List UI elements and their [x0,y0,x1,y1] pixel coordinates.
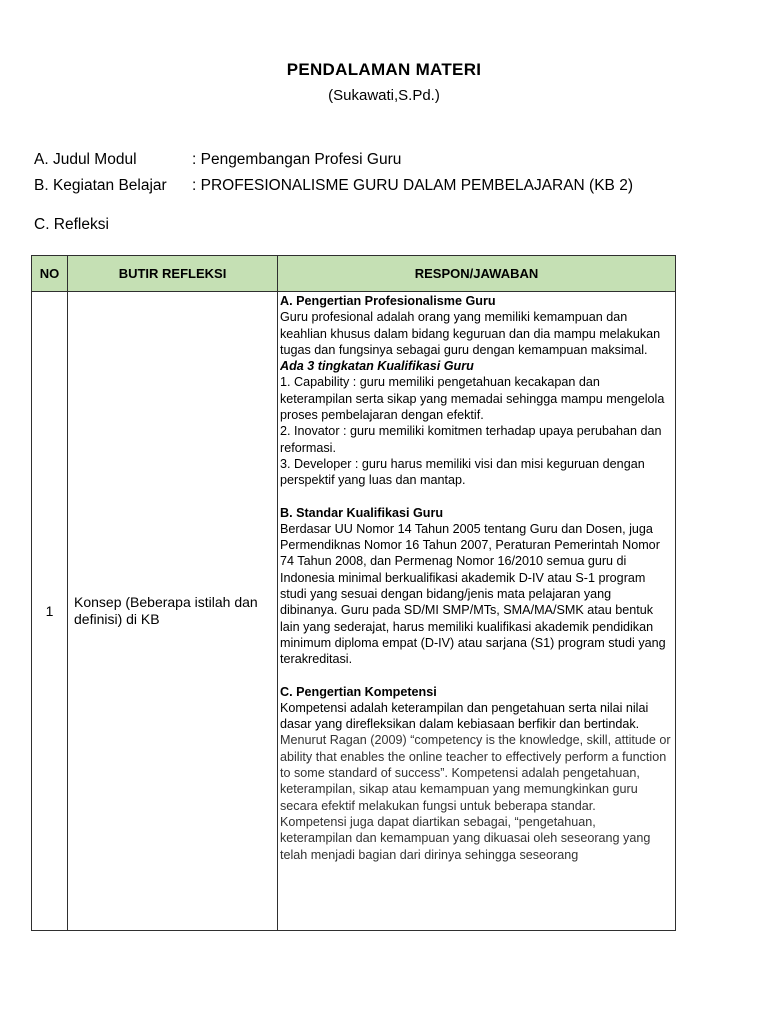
row-number: 1 [32,292,68,931]
table-row [32,292,676,931]
section-c-text-2: Menurut Ragan (2009) “competency is the knowledge, skill, attitude or ability that enables the online teacher to effectively perform a function to some standard of success”. Kompetensi adalah pengetahuan, keterampilan, sikap atau kemampuan yang memungkinkan guru secara efektif melakukan fungsi untuk beberapa standar. [280,733,671,813]
section-c-text-1: Kompetensi adalah keterampilan dan pengetahuan serta nilai nilai dasar yang direfleksikan dalam kebiasaan berfikir dan bertindak. [280,700,649,732]
kegiatan-label: B. Kegiatan Belajar [34,177,167,194]
meta-judul-modul [34,151,402,169]
section-a-subtitle: Ada 3 tingkatan Kualifikasi Guru [280,359,474,374]
section-a-item-2: 2. Inovator : guru memiliki komitmen terhadap upaya perubahan dan reformasi. [280,424,662,455]
section-c-text-3: Kompetensi juga dapat diartikan sebagai, “pengetahuan, keterampilan dan kemampuan yang dikuasai oleh seseorang yang telah menjadi bagian dari dirinya sehingga seseorang [280,814,651,862]
kegiatan-value: : PROFESIONALISME GURU DALAM PEMBELAJARAN (KB 2) [192,177,633,194]
judul-value: : Pengembangan Profesi Guru [192,151,402,168]
spacer [280,668,671,684]
section-b-title: B. Standar Kualifikasi Guru [280,505,444,520]
section-a-item-3: 3. Developer : guru harus memiliki visi dan misi keguruan dengan perspektif yang luas dan mantap. [280,456,645,488]
respon-cell [278,292,676,931]
header-no: NO [32,256,68,292]
meta-kegiatan-belajar [34,177,633,195]
section-c-title: C. Pengertian Kompetensi [280,684,437,699]
header-respon-jawaban: RESPON/JAWABAN [278,256,676,292]
spacer [280,489,671,505]
table-header-row [32,256,676,292]
section-a-item-1: 1. Capability : guru memiliki pengetahuan kecakapan dan keterampilan serta sikap yang memadai sehingga mampu mengelola proses pembelajaran dengan efektif. [280,375,665,423]
respon-content [280,293,671,930]
section-b-text: Berdasar UU Nomor 14 Tahun 2005 tentang Guru dan Dosen, juga Permendiknas Nomor 16 Tahun 2007, Peraturan Pemerintah Nomor 74 Tahun 2008, dan Permenag Nomor 16/2010 semua guru di Indonesia minimal berkualifikasi akademik D-IV atau S-1 program studi yang sesuai dengan bidang/jenis mata pelajaran yang dibinanya. Guru pada SD/MI SMP/MTs, SMA/MA/SMK atau bentuk lain yang sederajat, harus memiliki kualifikasi akademik pendidikan minimum diploma empat (D-IV) atau sarjana (S1) program studi yang terakreditasi. [280,521,666,667]
author: (Sukawati,S.Pd.) [328,87,440,104]
header-butir-refleksi: BUTIR REFLEKSI [68,256,278,292]
reflection-table [31,255,676,931]
section-a-text: Guru profesional adalah orang yang memiliki kemampuan dan keahlian khusus dalam bidang keguruan dan dia mampu melakukan tugas dan fungsinya sebagai guru dengan kemampuan maksimal. [280,310,661,357]
section-a-title: A. Pengertian Profesionalisme Guru [280,294,496,308]
refleksi-label: C. Refleksi [34,216,109,233]
page-title: PENDALAMAN MATERI [286,60,482,79]
butir-refleksi-cell: Konsep (Beberapa istilah dan definisi) di KB [68,292,278,931]
judul-label: A. Judul Modul [34,151,137,168]
